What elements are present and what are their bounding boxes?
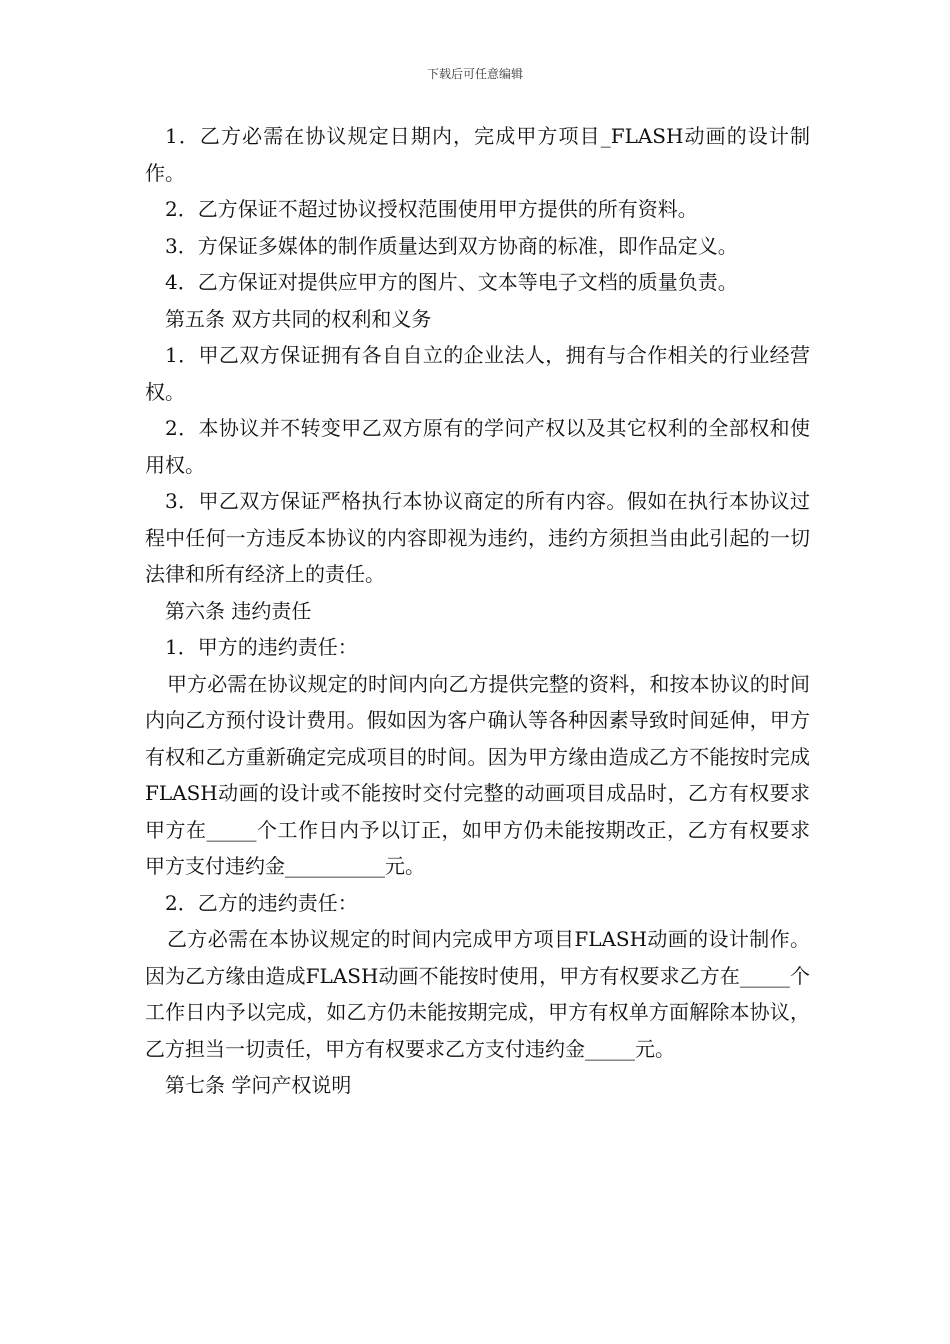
paragraph-item-5-3: 3．甲乙双方保证严格执行本协议商定的所有内容。假如在执行本协议过程中任何一方违反本协议的内容即视为违约，违约方须担当由此引起的一切法律和所有经济上的责任。 bbox=[145, 489, 810, 586]
paragraph-item-4: 4．乙方保证对提供应甲方的图片、文本等电子文档的质量负责。 bbox=[165, 270, 738, 294]
paragraph-item-6-2-title: 2．乙方的违约责任： bbox=[165, 890, 358, 915]
paragraph-item-5-2: 2．本协议并不转变甲乙双方原有的学问产权以及其它权利的全部权和使用权。 bbox=[145, 416, 810, 477]
section-heading-6: 第六条 违约责任 bbox=[165, 598, 312, 623]
document-body bbox=[145, 118, 810, 1104]
paragraph-item-3: 3．方保证多媒体的制作质量达到双方协商的标准，即作品定义。 bbox=[165, 233, 738, 258]
section-heading-7: 第七条 学问产权说明 bbox=[165, 1073, 352, 1097]
page-header: 下载后可任意编辑 bbox=[426, 67, 523, 81]
paragraph-item-2: 2．乙方保证不超过协议授权范围使用甲方提供的所有资料。 bbox=[165, 197, 698, 221]
paragraph-item-5-1: 1．甲乙双方保证拥有各自自立的企业法人，拥有与合作相关的行业经营权。 bbox=[145, 343, 810, 404]
paragraph-item-6-1-body: 甲方必需在协议规定的时间内向乙方提供完整的资料，和按本协议的时间内向乙方预付设计费用。假如因为客户确认等各种因素导致时间延伸，甲方有权和乙方重新确定完成项目的时间。因为甲方缘由造成乙方不能按时完成FLASH动画的设计或不能按时交付完整的动画项目成品时，乙方有权要求甲方在_____个工作日内予以订正，如甲方仍未能按期改正，乙方有权要求甲方支付违约金__________元。 bbox=[145, 671, 810, 878]
paragraph-item-6-1-title: 1．甲方的违约责任： bbox=[165, 635, 358, 659]
paragraph-item-6-2-body: 乙方必需在本协议规定的时间内完成甲方项目FLASH动画的设计制作。因为乙方缘由造成FLASH动画不能按时使用，甲方有权要求乙方在_____个工作日内予以完成，如乙方仍未能按期完成，甲方有权单方面解除本协议，乙方担当一切责任，甲方有权要求乙方支付违约金_____元。 bbox=[145, 927, 810, 1061]
paragraph-item-1: 1．乙方必需在协议规定日期内，完成甲方项目_FLASH动画的设计制作。 bbox=[145, 124, 810, 185]
section-heading-5: 第五条 双方共同的权利和义务 bbox=[165, 306, 432, 331]
